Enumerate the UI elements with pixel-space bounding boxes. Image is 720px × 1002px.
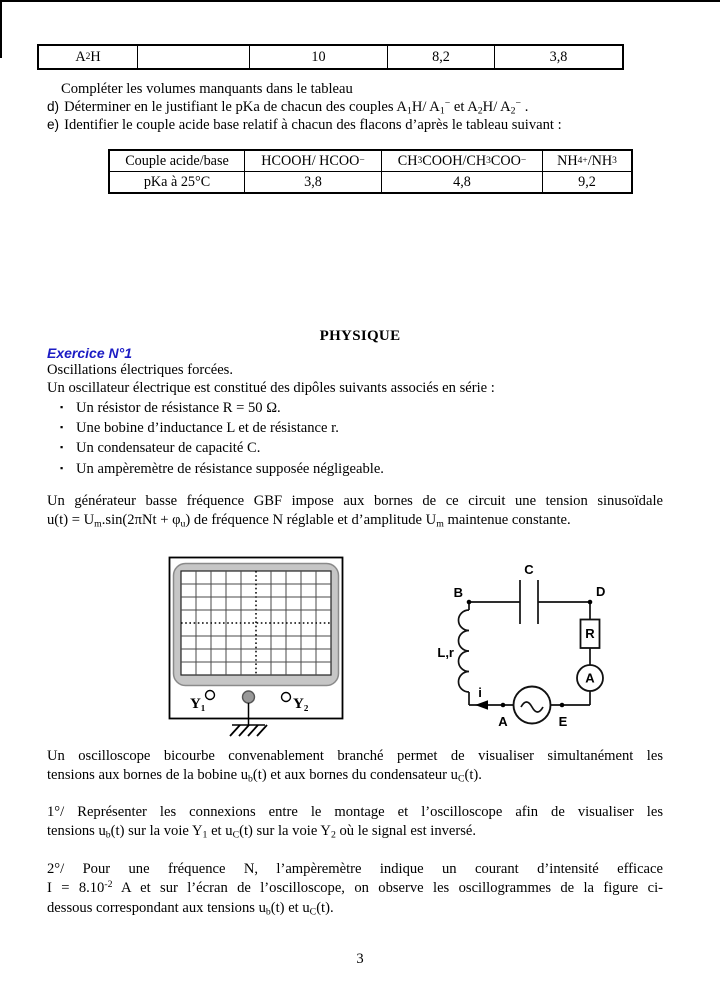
resistor-label: R	[585, 626, 595, 641]
section-heading-physique: PHYSIQUE	[319, 328, 401, 344]
bullet-item	[60, 398, 384, 418]
node-b-label: B	[453, 585, 463, 600]
node-a-label: A	[498, 714, 508, 729]
table-cell: 10	[249, 46, 387, 68]
table-cell: 4,8	[381, 172, 542, 192]
gbf-paragraph	[47, 492, 663, 531]
ground-hatch-icon	[230, 725, 267, 736]
current-arrow-icon	[475, 700, 488, 710]
node-e-label: E	[558, 714, 568, 729]
node-e-dot	[560, 703, 565, 708]
ground-terminal	[243, 691, 255, 703]
table-row	[39, 46, 622, 68]
inductor-coil	[459, 610, 470, 692]
intro-line-1: Oscillations électriques forcées.	[47, 362, 233, 378]
chem-question-e	[47, 117, 562, 134]
channel-y1-terminal	[206, 691, 215, 700]
node-d-label: D	[596, 584, 606, 599]
node-a-dot	[501, 703, 506, 708]
current-label: i	[478, 685, 482, 700]
paragraph-line: tensions aux bornes de la bobine $u_b(t)$ et aux bornes du condensateur $u_C(t)$.	[47, 767, 482, 786]
bullet-square-icon: ▪	[60, 462, 64, 473]
capacitor-label: C	[524, 562, 534, 577]
dipoles-bullet-list	[60, 398, 384, 479]
question-d-text: Déterminer en le justifiant le pKa de chacun des couples $A_1H/$ $A_1^-$ et $A_2H/$ $A_2^-$ .	[64, 98, 529, 117]
paragraph-line: Un oscilloscope bicourbe convenablement branché permet de visualiser simultanément les	[47, 748, 663, 764]
paragraph-line: Un générateur basse fréquence GBF impose aux bornes de ce circuit une tension sinusoïdale	[47, 493, 663, 509]
question-1-paragraph	[47, 803, 663, 842]
bullet-square-icon: ▪	[60, 402, 64, 412]
page-top-edge-line	[0, 0, 720, 2]
chem-instruction-line: Compléter les volumes manquants dans le tableau	[61, 81, 353, 97]
bullet-square-icon: ▪	[60, 442, 64, 453]
bullet-text: Une bobine d’inductance L et de résistance r.	[76, 420, 339, 437]
pka-table	[108, 149, 633, 194]
exercise-title: Exercice N°1	[47, 345, 132, 361]
paragraph-line: $u(t) = U_m.\sin(2\pi Nt + \varphi_u)$ de fréquence N réglable et d’amplitude $U_m$ maintenue constante.	[47, 512, 571, 531]
table-cell: 8,2	[387, 46, 494, 68]
node-b-dot	[467, 600, 472, 605]
table-header-cell: Couple acide/base	[110, 151, 244, 172]
question-e-prefix: e)	[47, 117, 60, 132]
paragraph-line: dessous correspondant aux tensions $u_b(t)$ et $u_C(t)$.	[47, 899, 334, 918]
table-row	[110, 172, 631, 192]
table-cell: 3,8	[244, 172, 381, 192]
paragraph-line: tensions $u_b(t)$ sur la voie $Y_1$ et $u_C(t)$ sur la voie $Y_2$ où le signal est inversé.	[47, 823, 477, 842]
table-cell: A 2 H	[75, 48, 101, 65]
page-left-edge-line	[0, 0, 2, 58]
table-header-cell: NH 4 + /NH 3	[542, 151, 631, 172]
bullet-text: Un ampèremètre de résistance supposée négligeable.	[76, 460, 384, 477]
channel-y1-label: Y₁	[190, 696, 206, 712]
bullet-square-icon: ▪	[60, 422, 64, 433]
bullet-item	[60, 438, 384, 458]
table-cell: pKa à 25°C	[143, 173, 211, 190]
node-d-dot	[588, 600, 593, 605]
table-header-cell: HCOOH/ HCOO −	[244, 151, 381, 172]
circuit-figure	[430, 560, 650, 730]
channel-y2-label: Y₂	[293, 696, 309, 712]
volumes-table	[37, 44, 624, 70]
bullet-text: Un condensateur de capacité C.	[76, 440, 261, 457]
channel-y2-terminal	[282, 693, 291, 702]
paragraph-line: $I = 8.10^{-2}$ A et sur l’écran de l’oscilloscope, on observe les oscillogrammes de la figure ci-	[47, 879, 663, 897]
table-cell: 9,2	[542, 172, 631, 192]
table-cell: 3,8	[494, 46, 622, 68]
oscilloscope-paragraph	[47, 747, 663, 786]
chem-question-d	[47, 99, 528, 116]
question-d-prefix: d)	[47, 99, 60, 114]
bullet-item	[60, 418, 384, 438]
bullet-text: Un résistor de résistance R = 50 Ω.	[76, 400, 281, 416]
oscilloscope-figure	[160, 555, 352, 741]
table-header-row	[110, 151, 631, 172]
ammeter-label: A	[585, 670, 595, 686]
coil-label: L,r	[437, 645, 454, 660]
generator-symbol	[514, 687, 551, 724]
paragraph-line: 1°/ Représenter les connexions entre le montage et l’oscilloscope afin de visualiser les	[47, 804, 663, 820]
question-2-paragraph	[47, 860, 663, 918]
paragraph-line: 2°/ Pour une fréquence N, l’ampèremètre indique un courant d’intensité efficace	[47, 861, 663, 877]
intro-line-2: Un oscillateur électrique est constitué des dipôles suivants associés en série :	[47, 380, 495, 396]
question-e-text: Identifier le couple acide base relatif à chacun des flacons d’après le tableau suivant :	[64, 117, 562, 133]
table-cell	[137, 46, 249, 68]
bullet-item	[60, 459, 384, 479]
page-number: 3	[356, 951, 364, 967]
table-header-cell: CH 3 COOH/CH 3 COO −	[381, 151, 542, 172]
